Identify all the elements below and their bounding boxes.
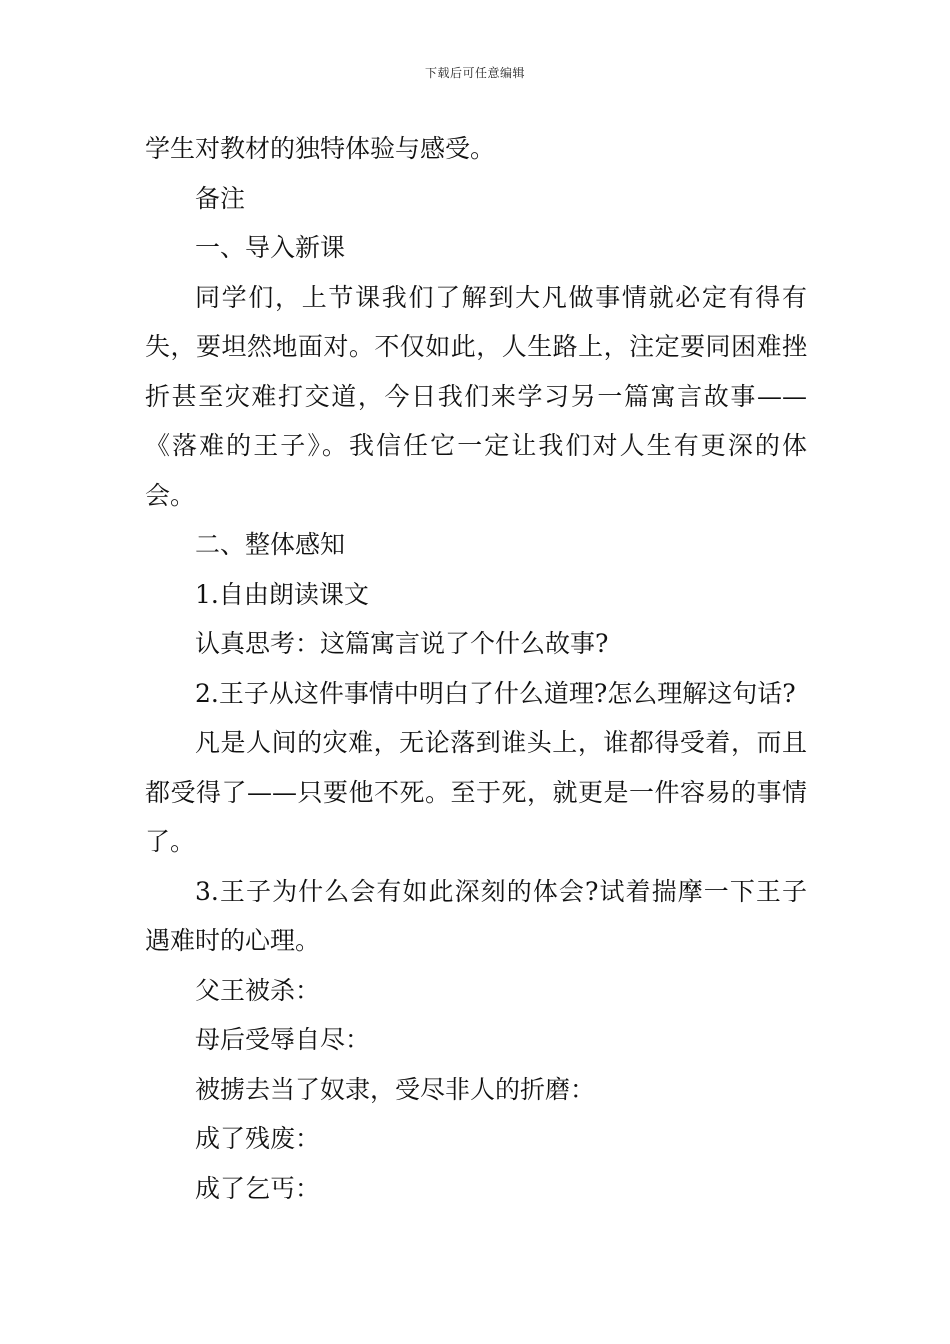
paragraph: 被掳去当了奴隶，受尽非人的折磨： [195, 1074, 596, 1104]
paragraph: 学生对教材的独特体验与感受。 [145, 134, 496, 163]
paragraph: 成了乞丐： [195, 1173, 321, 1203]
paragraph: 同学们，上节课我们了解到大凡做事情就必定有得有失，要坦然地面对。不仅如此，人生路上，注定要同困难挫折甚至灾难打交道，今日我们来学习另一篇寓言故事——《落难的王子》。我信任它一定让我们对人生有更深的体会。 [145, 282, 807, 510]
list-item: 1.自由朗读课文 [195, 579, 369, 609]
list-item: 3.王子为什么会有如此深刻的体会?试着揣摩一下王子遇难时的心理。 [145, 876, 807, 955]
paragraph: 凡是人间的灾难，无论落到谁头上，谁都得受着，而且都受得了——只要他不死。至于死，就更是一件容易的事情了。 [145, 728, 807, 856]
paragraph: 备注 [195, 183, 246, 213]
paragraph: 认真思考：这篇寓言说了个什么故事? [195, 629, 609, 658]
list-item: 2.王子从这件事情中明白了什么道理?怎么理解这句话? [195, 678, 796, 708]
paragraph: 父王被杀： [195, 975, 321, 1005]
section-heading: 二、整体感知 [195, 530, 346, 559]
paragraph: 成了残废： [195, 1124, 321, 1153]
document-body [145, 124, 807, 1213]
paragraph: 母后受辱自尽： [195, 1025, 371, 1054]
header-note: 下载后可任意编辑 [424, 66, 525, 80]
section-heading: 一、导入新课 [195, 233, 346, 262]
